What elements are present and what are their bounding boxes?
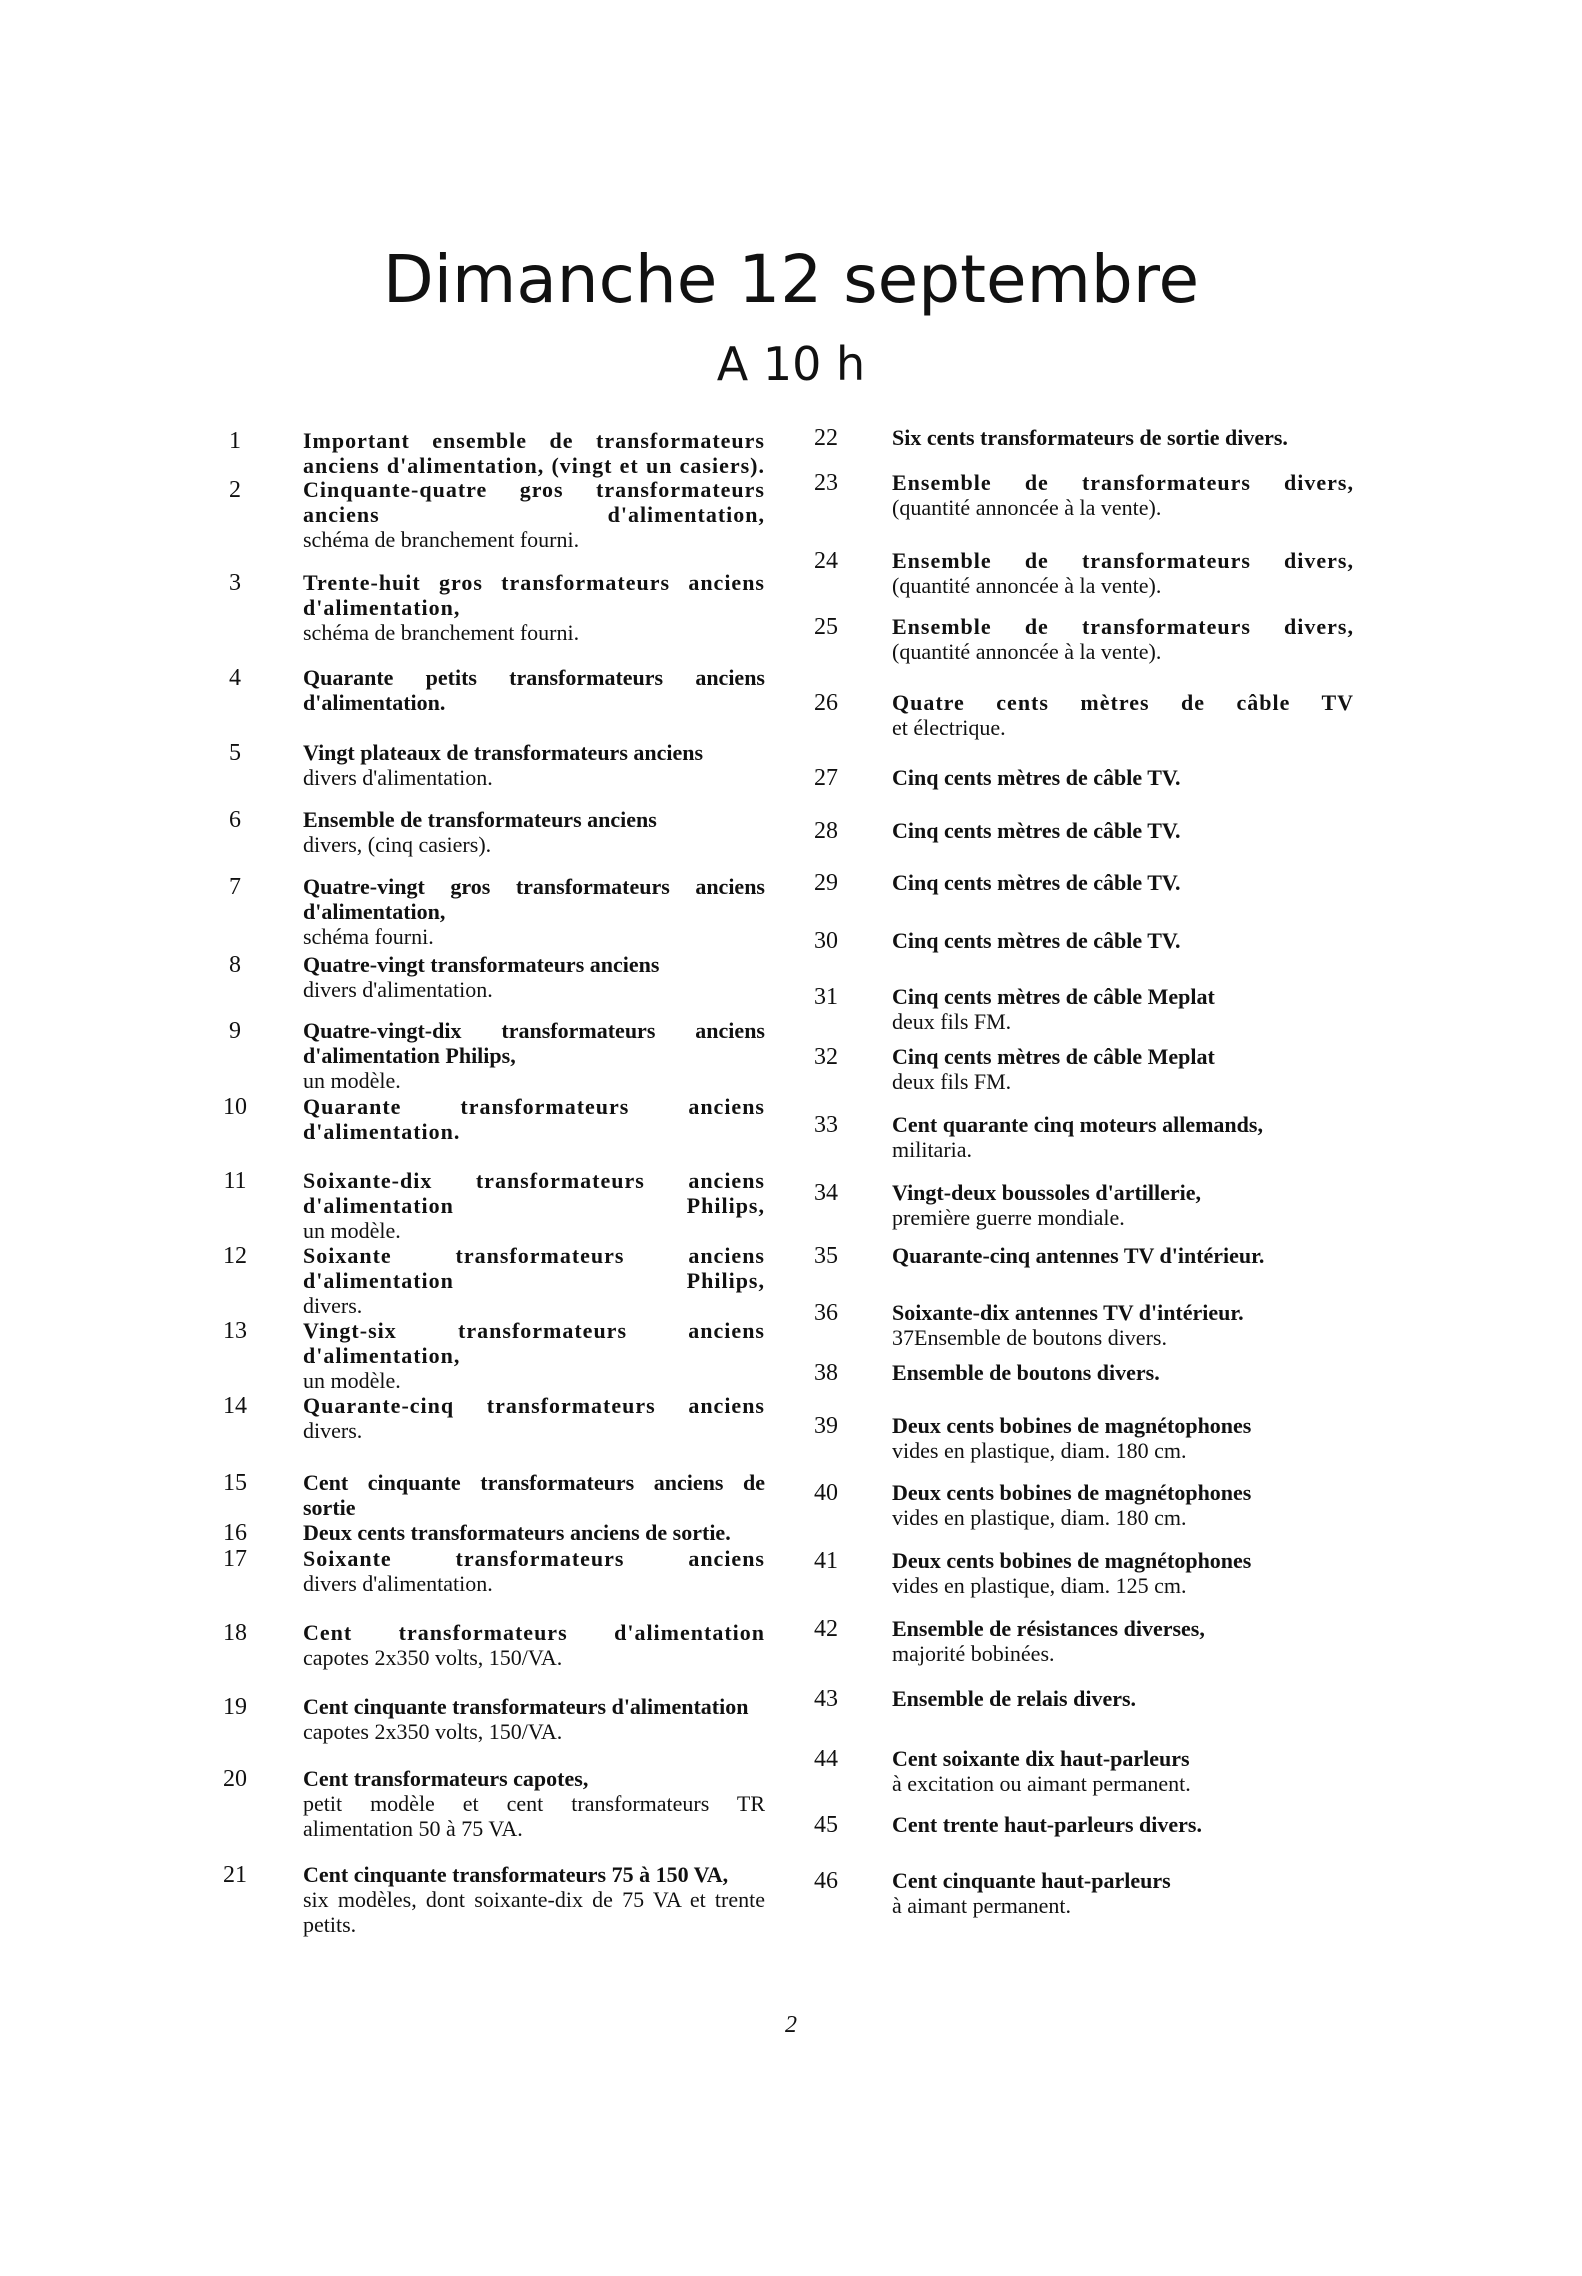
lot-item: [303, 740, 765, 790]
lot-number: 30: [814, 928, 838, 954]
lot-number: 11: [223, 1168, 247, 1194]
lot-item: [892, 818, 1354, 843]
lot-description: 37Ensemble de boutons divers.: [892, 1325, 1167, 1350]
lot-title: Cinq cents mètres de câble TV.: [892, 928, 1181, 953]
lot-description: (quantité annoncée à la vente).: [892, 573, 1162, 598]
lot-title: Quatre-vingt-dix transformateurs anciens d'alimentation Philips,: [303, 1018, 765, 1068]
lot-number: 9: [229, 1018, 241, 1044]
lot-item: [303, 952, 765, 1002]
lot-number: 40: [814, 1480, 838, 1506]
lot-title: Cinq cents mètres de câble TV.: [892, 870, 1181, 895]
lot-number: 45: [814, 1812, 838, 1838]
lot-title: Cinquante-quatre gros transformateurs anciens d'alimentation,: [303, 477, 765, 527]
lot-title: Soixante-dix antennes TV d'intérieur.: [892, 1300, 1244, 1325]
lot-item: [892, 1868, 1354, 1918]
lot-title: Deux cents bobines de magnétophones: [892, 1413, 1252, 1438]
lot-description: à aimant permanent.: [892, 1893, 1071, 1918]
lot-item: [303, 1546, 765, 1596]
lot-item: [892, 1044, 1354, 1094]
lot-title: Trente-huit gros transformateurs anciens d'alimentation,: [303, 570, 765, 620]
lot-description: divers.: [303, 1293, 363, 1318]
lot-number: 21: [223, 1862, 247, 1888]
lot-title: Ensemble de boutons divers.: [892, 1360, 1160, 1385]
lot-number: 7: [229, 874, 241, 900]
lot-number: 34: [814, 1180, 838, 1206]
lot-number: 41: [814, 1548, 838, 1574]
lot-title: Cent transformateurs d'alimentation: [303, 1620, 765, 1645]
lot-title: Cent cinquante transformateurs d'alimentation: [303, 1694, 749, 1719]
lot-item: [892, 870, 1354, 895]
lot-number: 10: [223, 1094, 247, 1120]
lot-title: Cinq cents mètres de câble Meplat: [892, 984, 1215, 1009]
lot-item: [303, 1470, 765, 1520]
lot-number: 28: [814, 818, 838, 844]
lot-item: [892, 1616, 1354, 1666]
lot-item: [892, 984, 1354, 1034]
lot-number: 46: [814, 1868, 838, 1894]
lot-number: 15: [223, 1470, 247, 1496]
lot-item: [303, 1393, 765, 1443]
lot-number: 26: [814, 690, 838, 716]
lot-description: divers d'alimentation.: [303, 977, 493, 1002]
lot-number: 16: [223, 1520, 247, 1546]
lot-description: capotes 2x350 volts, 150/VA.: [303, 1719, 563, 1744]
lot-title: Soixante transformateurs anciens d'alimentation Philips,: [303, 1243, 765, 1293]
lot-description: schéma fourni.: [303, 924, 434, 949]
lot-title: Vingt-deux boussoles d'artillerie,: [892, 1180, 1202, 1205]
lot-item: [892, 765, 1354, 790]
lot-number: 36: [814, 1300, 838, 1326]
lot-number: 19: [223, 1694, 247, 1720]
lot-number: 42: [814, 1616, 838, 1642]
lot-title: Ensemble de transformateurs divers,: [892, 614, 1354, 639]
lot-number: 1: [229, 428, 241, 454]
lot-item: [303, 428, 765, 478]
lot-item: [303, 1694, 765, 1744]
lot-title: Cent quarante cinq moteurs allemands,: [892, 1112, 1263, 1137]
lot-number: 43: [814, 1686, 838, 1712]
lot-number: 17: [223, 1546, 247, 1572]
lot-number: 33: [814, 1112, 838, 1138]
page-number: 2: [785, 2012, 797, 2038]
lot-number: 35: [814, 1243, 838, 1269]
lot-title: Quatre cents mètres de câble TV: [892, 690, 1354, 715]
lot-item: [892, 548, 1354, 598]
lot-title: Vingt plateaux de transformateurs anciens: [303, 740, 704, 765]
lot-item: [892, 1548, 1354, 1598]
lot-number: 38: [814, 1360, 838, 1386]
lot-item: [303, 1094, 765, 1144]
page-title: Dimanche 12 septembre: [382, 241, 1200, 318]
lot-item: [892, 928, 1354, 953]
lot-description: un modèle.: [303, 1218, 401, 1243]
lot-number: 13: [223, 1318, 247, 1344]
lot-description: (quantité annoncée à la vente).: [892, 495, 1162, 520]
lot-number: 2: [229, 477, 241, 503]
lot-description: (quantité annoncée à la vente).: [892, 639, 1162, 664]
lot-title: Cent trente haut-parleurs divers.: [892, 1812, 1202, 1837]
lot-description: majorité bobinées.: [892, 1641, 1055, 1666]
lot-number: 39: [814, 1413, 838, 1439]
lot-title: Important ensemble de transformateurs anciens d'alimentation, (vingt et un casiers).: [303, 428, 765, 478]
lot-number: 24: [814, 548, 838, 574]
lot-item: [303, 807, 765, 857]
lot-number: 22: [814, 425, 838, 451]
lot-item: [892, 1686, 1354, 1711]
lot-description: divers, (cinq casiers).: [303, 832, 492, 857]
lot-title: Cinq cents mètres de câble TV.: [892, 818, 1181, 843]
lot-number: 20: [223, 1766, 247, 1792]
lot-description: un modèle.: [303, 1068, 401, 1093]
lot-description: petit modèle et cent transformateurs TR alimentation 50 à 75 VA.: [303, 1791, 765, 1841]
lot-title: Cent soixante dix haut-parleurs: [892, 1746, 1190, 1771]
lot-title: Deux cents transformateurs anciens de sortie.: [303, 1520, 731, 1545]
lot-title: Ensemble de transformateurs divers,: [892, 470, 1354, 495]
lot-number: 31: [814, 984, 838, 1010]
lot-item: [892, 1812, 1354, 1837]
lot-title: Ensemble de transformateurs anciens: [303, 807, 657, 832]
lot-title: Quatre-vingt transformateurs anciens: [303, 952, 660, 977]
lot-title: Deux cents bobines de magnétophones: [892, 1480, 1252, 1505]
lot-title: Six cents transformateurs de sortie divers.: [892, 425, 1288, 450]
lot-item: [892, 690, 1354, 740]
lot-title: Quarante-cinq transformateurs anciens: [303, 1393, 765, 1418]
lot-number: 18: [223, 1620, 247, 1646]
lot-item: [303, 1018, 765, 1093]
lot-title: Quarante transformateurs anciens d'alimentation.: [303, 1094, 765, 1144]
lot-title: Ensemble de résistances diverses,: [892, 1616, 1205, 1641]
lot-description: un modèle.: [303, 1368, 401, 1393]
lot-number: 14: [223, 1393, 247, 1419]
lot-title: Cent transformateurs capotes,: [303, 1766, 589, 1791]
lot-description: et électrique.: [892, 715, 1006, 740]
lot-number: 5: [229, 740, 241, 766]
lot-description: deux fils FM.: [892, 1069, 1012, 1094]
lot-number: 25: [814, 614, 838, 640]
lot-title: Cent cinquante transformateurs anciens de sortie: [303, 1470, 765, 1520]
lot-item: [303, 1520, 765, 1545]
lot-number: 4: [229, 665, 241, 691]
lot-description: capotes 2x350 volts, 150/VA.: [303, 1645, 563, 1670]
lot-item: [892, 1243, 1354, 1268]
lot-item: [303, 1766, 765, 1841]
lot-item: [892, 1180, 1354, 1230]
lot-item: [892, 614, 1354, 664]
lot-description: deux fils FM.: [892, 1009, 1012, 1034]
lot-item: [303, 1243, 765, 1318]
lot-title: Quatre-vingt gros transformateurs anciens d'alimentation,: [303, 874, 765, 924]
lot-title: Soixante-dix transformateurs anciens d'alimentation Philips,: [303, 1168, 765, 1218]
lot-number: 29: [814, 870, 838, 896]
page-subtitle: A 10 h: [716, 337, 866, 391]
lot-number: 32: [814, 1044, 838, 1070]
lot-description: à excitation ou aimant permanent.: [892, 1771, 1191, 1796]
lot-item: [303, 477, 765, 552]
lot-description: divers d'alimentation.: [303, 765, 493, 790]
lot-item: [892, 1413, 1354, 1463]
lot-item: [892, 1360, 1354, 1385]
lot-title: Cent cinquante transformateurs 75 à 150 VA,: [303, 1862, 729, 1887]
lot-number: 44: [814, 1746, 838, 1772]
lot-description: six modèles, dont soixante-dix de 75 VA et trente petits.: [303, 1887, 765, 1937]
lot-item: [303, 1862, 765, 1937]
lot-number: 12: [223, 1243, 247, 1269]
lot-item: [303, 1168, 765, 1243]
lot-title: Ensemble de transformateurs divers,: [892, 548, 1354, 573]
lot-item: [892, 1746, 1354, 1796]
lot-title: Vingt-six transformateurs anciens d'alimentation,: [303, 1318, 765, 1368]
lot-description: vides en plastique, diam. 125 cm.: [892, 1573, 1187, 1598]
lot-number: 23: [814, 470, 838, 496]
lot-description: divers d'alimentation.: [303, 1571, 493, 1596]
lot-description: divers.: [303, 1418, 363, 1443]
lot-number: 3: [229, 570, 241, 596]
lot-number: 6: [229, 807, 241, 833]
lot-item: [303, 1620, 765, 1670]
lot-item: [892, 425, 1354, 450]
lot-title: Deux cents bobines de magnétophones: [892, 1548, 1252, 1573]
lot-title: Ensemble de relais divers.: [892, 1686, 1137, 1711]
lot-item: [892, 1112, 1354, 1162]
lot-description: schéma de branchement fourni.: [303, 527, 580, 552]
lot-description: vides en plastique, diam. 180 cm.: [892, 1438, 1187, 1463]
lot-title: Cinq cents mètres de câble Meplat: [892, 1044, 1215, 1069]
lot-title: Quarante petits transformateurs anciens d'alimentation.: [303, 665, 765, 715]
lot-description: première guerre mondiale.: [892, 1205, 1125, 1230]
lot-item: [892, 470, 1354, 520]
lot-description: militaria.: [892, 1137, 973, 1162]
lot-title: Cinq cents mètres de câble TV.: [892, 765, 1181, 790]
lot-item: [303, 874, 765, 949]
lot-item: [303, 1318, 765, 1393]
lot-title: Cent cinquante haut-parleurs: [892, 1868, 1171, 1893]
lot-item: [303, 665, 765, 715]
lot-item: [892, 1480, 1354, 1530]
lot-description: schéma de branchement fourni.: [303, 620, 580, 645]
lot-title: Quarante-cinq antennes TV d'intérieur.: [892, 1243, 1265, 1268]
lot-item: [303, 570, 765, 645]
lot-title: Soixante transformateurs anciens: [303, 1546, 765, 1571]
lot-number: 8: [229, 952, 241, 978]
lot-description: vides en plastique, diam. 180 cm.: [892, 1505, 1187, 1530]
lot-number: 27: [814, 765, 838, 791]
lot-item: [892, 1300, 1354, 1350]
